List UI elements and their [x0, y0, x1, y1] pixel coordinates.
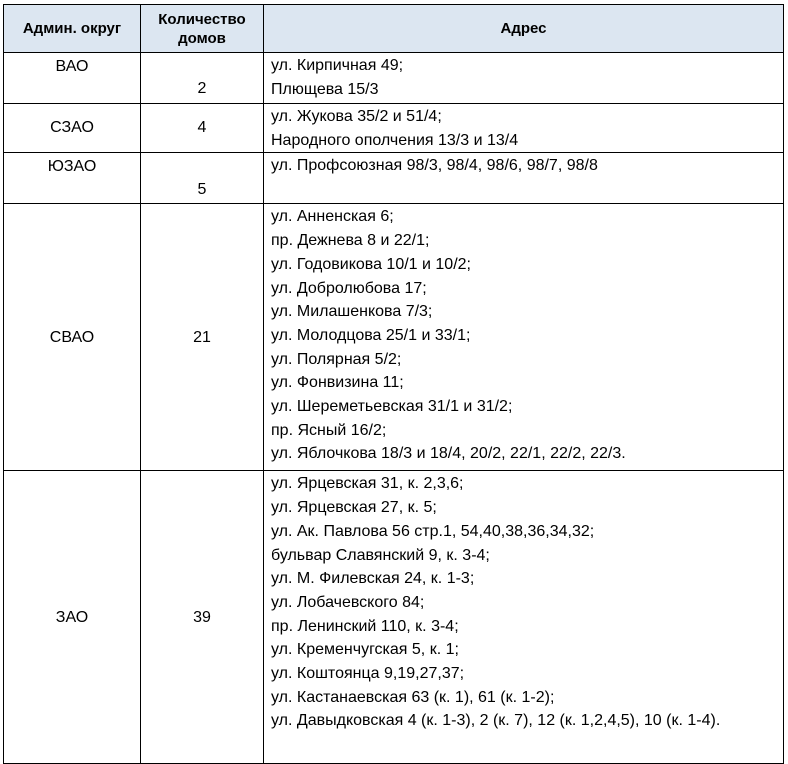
header-district: Админ. округ — [4, 5, 141, 53]
address-line: ул. Кастанаевская 63 (к. 1), 61 (к. 1-2); — [271, 688, 555, 706]
address-line: ул. Милашенкова 7/3; — [271, 303, 433, 321]
district-cell: ВАО — [4, 53, 141, 104]
address-line: бульвар Славянский 9, к. 3-4; — [271, 546, 490, 564]
address-cell — [264, 471, 784, 764]
address-line: ул. Лобачевского 84; — [271, 593, 425, 611]
address-cell — [264, 104, 784, 153]
address-line: пр. Ясный 16/2; — [271, 421, 387, 439]
header-address: Адрес — [264, 5, 784, 53]
header-row — [4, 5, 784, 53]
header-count: Количество домов — [141, 5, 264, 53]
address-cell — [264, 153, 784, 204]
district-cell: ЮЗАО — [4, 153, 141, 204]
address-line: ул. Молодцова 25/1 и 33/1; — [271, 326, 471, 344]
address-line: ул. Жукова 35/2 и 51/4; — [271, 108, 442, 125]
address-line: ул. Фонвизина 11; — [271, 374, 404, 392]
count-cell: 21 — [141, 204, 264, 471]
table-row — [4, 471, 784, 764]
table-row — [4, 204, 784, 471]
address-line: ул. Полярная 5/2; — [271, 350, 402, 368]
address-line: ул. Кирпичная 49; — [271, 57, 404, 74]
address-cell — [264, 204, 784, 471]
address-line: ул. Анненская 6; — [271, 208, 394, 226]
count-cell: 4 — [141, 104, 264, 153]
housing-table — [3, 4, 784, 764]
address-line: ул. Ярцевская 27, к. 5; — [271, 499, 437, 517]
count-cell: 2 — [141, 53, 264, 104]
address-cell — [264, 53, 784, 104]
address-line: ул. Шереметьевская 31/1 и 31/2; — [271, 398, 513, 416]
address-line: Плющева 15/3 — [271, 80, 379, 98]
count-cell: 5 — [141, 153, 264, 204]
address-line: ул. Яблочкова 18/3 и 18/4, 20/2, 22/1, 22/2, 22/3. — [271, 445, 626, 463]
address-line: пр. Ленинский 110, к. 3-4; — [271, 617, 459, 635]
count-cell: 39 — [141, 471, 264, 764]
table-row — [4, 153, 784, 204]
address-line: ул. Давыдковская 4 (к. 1-3), 2 (к. 7), 12 (к. 1,2,4,5), 10 (к. 1-4). — [271, 712, 721, 730]
district-cell: СЗАО — [4, 104, 141, 153]
address-line: ул. Коштоянца 9,19,27,37; — [271, 665, 465, 683]
address-line: ул. Профсоюзная 98/3, 98/4, 98/6, 98/7, 98/8 — [271, 157, 598, 175]
address-line: пр. Дежнева 8 и 22/1; — [271, 232, 430, 250]
district-cell: ЗАО — [4, 471, 141, 764]
table-row — [4, 104, 784, 153]
address-line: Народного ополчения 13/3 и 13/4 — [271, 131, 519, 149]
address-line: ул. Кременчугская 5, к. 1; — [271, 641, 459, 659]
address-line: ул. Годовикова 10/1 и 10/2; — [271, 255, 471, 273]
district-cell: СВАО — [4, 204, 141, 471]
address-line: ул. Ак. Павлова 56 стр.1, 54,40,38,36,34,32; — [271, 522, 595, 540]
address-line: ул. М. Филевская 24, к. 1-3; — [271, 570, 475, 588]
table-row — [4, 53, 784, 104]
address-line: ул. Ярцевская 31, к. 2,3,6; — [271, 475, 464, 493]
address-line: ул. Добролюбова 17; — [271, 279, 427, 297]
